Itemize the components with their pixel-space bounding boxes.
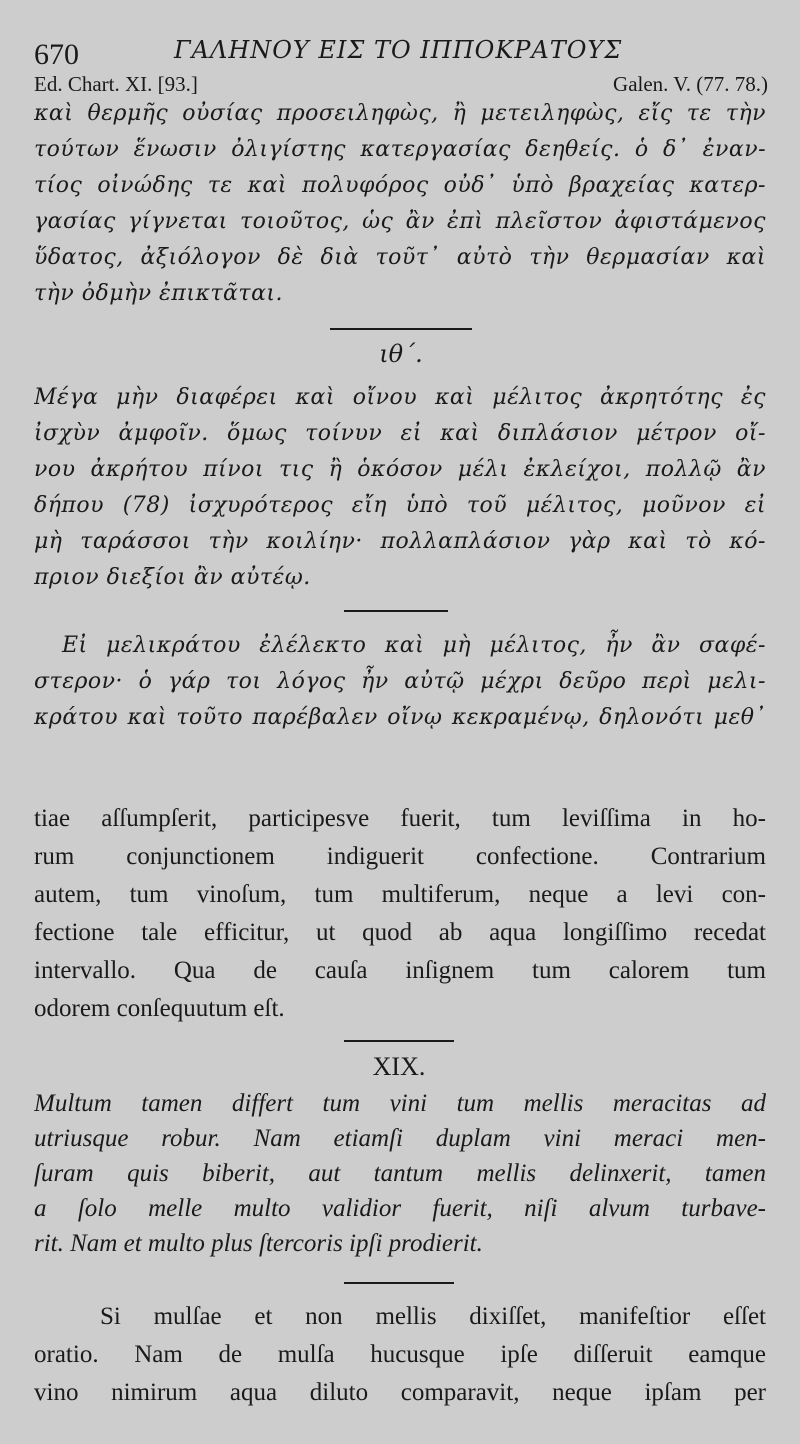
text-line: Multum tamen differt tum vini tum mellis meracitas ad: [34, 1090, 766, 1117]
text-line: intervallo. Qua de cauſa inſignem tum calorem tum: [34, 957, 766, 984]
edition-reference-left: Ed. Chart. XI. [93.]: [34, 72, 198, 96]
text-line: Εἰ μελικράτου ἐλέλεκτο καὶ μὴ μέλιτος, ἦν ἂν σαφέ-: [62, 633, 766, 658]
text-line: τούτων ἕνωσιν ὀλιγίστης κατεργασίας δεηθείς. ὁ δ᾽ ἐναν-: [34, 137, 766, 162]
text-line: fectione tale efficitur, ut quod ab aqua longiſſimo recedat: [34, 919, 766, 946]
text-line: Si mulſae et non mellis dixiſſet, manifeſtior eſſet: [100, 1303, 766, 1330]
text-line: νου ἀκρήτου πίνοι τις ἢ ὁκόσον μέλι ἐκλείχοι, πολλῷ ἂν: [34, 457, 766, 482]
text-line: vino nimirum aqua diluto comparavit, neque ipſam per: [34, 1379, 766, 1406]
edition-reference-right: Galen. V. (77. 78.): [613, 72, 768, 96]
latin-paragraph-1: [34, 800, 766, 1028]
text-line: rum conjunctionem indiguerit confectione. Contrarium: [34, 843, 766, 870]
section-divider: [344, 1282, 454, 1284]
text-line: Μέγα μὴν διαφέρει καὶ οἴνου καὶ μέλιτος ἀκρητότης ἐς: [34, 385, 766, 410]
text-line: καὶ θερμῆς οὐσίας προσειληφὼς, ἢ μετειληφὼς, εἴς τε τὴν: [34, 101, 766, 126]
greek-paragraph-1: [34, 96, 766, 312]
text-line: rit. Nam et multo plus ſtercoris ipſi prodierit.: [34, 1230, 483, 1257]
latin-paragraph-2: [34, 1086, 766, 1261]
greek-section-heading: ιθ΄.: [379, 340, 423, 368]
text-line: δήπου (78) ἰσχυρότερος εἴη ὑπὸ τοῦ μέλιτος, μοῦνον εἰ: [34, 493, 766, 518]
section-divider: [344, 610, 448, 612]
text-line: τὴν ὀδμὴν ἐπικτᾶται.: [34, 281, 284, 306]
text-line: τίος οἰνώδης τε καὶ πολυφόρος οὐδ᾽ ὑπὸ βραχείας κατερ-: [34, 173, 766, 198]
text-line: ἰσχὺν ἀμφοῖν. ὅμως τοίνυν εἰ καὶ διπλάσιον μέτρον οἴ-: [34, 421, 766, 446]
page-header: [34, 28, 774, 71]
text-line: ὕδατος, ἀξιόλογον δὲ διὰ τοῦτ᾽ αὐτὸ τὴν θερμασίαν καὶ: [34, 245, 766, 270]
section-divider: [330, 328, 472, 330]
latin-paragraph-3: [34, 1298, 766, 1412]
text-line: πριον διεξίοι ἂν αὐτέῳ.: [34, 565, 311, 590]
text-line: ſuram quis biberit, aut tantum mellis delinxerit, tamen: [34, 1160, 766, 1187]
running-title: ΓΑΛΗΝΟΥ ΕΙΣ ΤΟ ΙΠΠΟΚΡΑΤΟΥΣ: [174, 36, 623, 64]
text-line: odorem conſequutum eſt.: [34, 995, 285, 1022]
greek-paragraph-3: [34, 628, 766, 736]
text-line: a ſolo melle multo validior fuerit, niſi alvum turbave-: [34, 1195, 766, 1222]
text-line: tiae aſſumpſerit, participesve fuerit, tum leviſſima in ho-: [34, 805, 766, 832]
greek-paragraph-2: [34, 380, 766, 596]
text-line: γασίας γίγνεται τοιοῦτος, ὡς ἂν ἐπὶ πλεῖστον ἀφιστάμενος: [34, 209, 766, 234]
page-number: 670: [34, 38, 79, 71]
section-divider: [344, 1040, 454, 1042]
text-line: autem, tum vinoſum, tum multiferum, neque a levi con-: [34, 881, 766, 908]
text-line: στερον· ὁ γάρ τοι λόγος ἦν αὐτῷ μέχρι δεῦρο περὶ μελι-: [34, 669, 766, 694]
text-line: κράτου καὶ τοῦτο παρέβαλεν οἴνῳ κεκραμένῳ, δηλονότι μεθ᾽: [34, 705, 766, 730]
latin-section-heading: XIX.: [372, 1052, 426, 1081]
text-line: μὴ ταράσσοι τὴν κοιλίην· πολλαπλάσιον γὰρ καὶ τὸ κό-: [34, 529, 766, 554]
text-line: utriusque robur. Nam etiamſi duplam vini meraci men-: [34, 1125, 766, 1152]
text-line: oratio. Nam de mulſa hucusque ipſe diſſeruit eamque: [34, 1341, 766, 1368]
